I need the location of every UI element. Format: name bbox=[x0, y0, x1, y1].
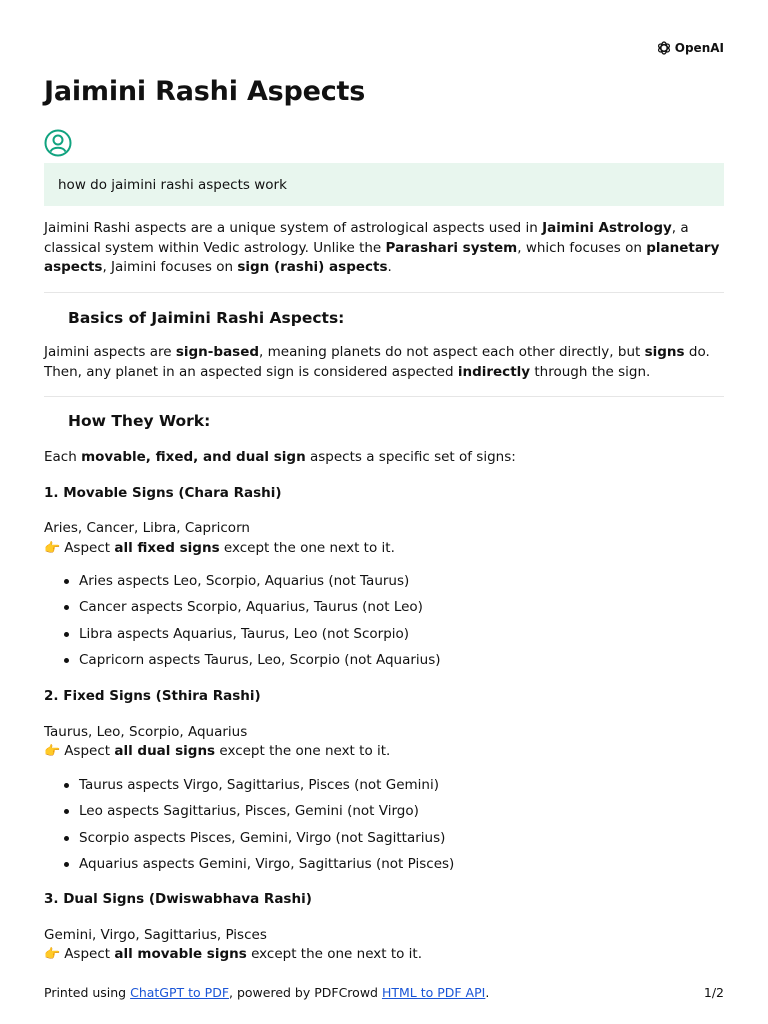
list-item: Leo aspects Sagittarius, Pisces, Gemini (not Virgo) bbox=[44, 802, 454, 828]
pointing-hand-icon: 👉 bbox=[44, 744, 61, 759]
basics-text-1: Jaimini aspects are bbox=[44, 344, 176, 360]
page-title: Jaimini Rashi Aspects bbox=[44, 76, 366, 107]
how-heading: How They Work: bbox=[68, 412, 211, 430]
intro-text-5: . bbox=[387, 259, 392, 275]
footer-text-prefix: Printed using bbox=[44, 985, 131, 1000]
intro-text-3: , which focuses on bbox=[517, 239, 647, 256]
movable-signs-label: 1. Movable Signs (Chara Rashi) bbox=[44, 485, 282, 501]
list-item: Libra aspects Aquarius, Taurus, Leo (not Scorpio) bbox=[44, 625, 441, 651]
list-item: Taurus aspects Virgo, Sagittarius, Pisces (not Gemini) bbox=[44, 776, 454, 802]
list-item: Capricorn aspects Taurus, Leo, Scorpio (not Aquarius) bbox=[44, 651, 441, 677]
rule-text-post: except the one next to it. bbox=[246, 946, 423, 962]
html-to-pdf-api-link[interactable]: HTML to PDF API bbox=[381, 985, 486, 1000]
section-divider bbox=[44, 396, 724, 397]
intro-paragraph bbox=[44, 219, 724, 278]
intro-text-2: , a classical system within Vedic astrology. Unlike the bbox=[44, 220, 689, 256]
basics-paragraph bbox=[44, 343, 724, 382]
pointing-hand-icon: 👉 bbox=[44, 541, 61, 556]
fixed-aspect-rule bbox=[44, 743, 390, 759]
brand-name: OpenAI bbox=[674, 41, 724, 55]
rule-text-pre: Aspect bbox=[64, 540, 115, 556]
footer-credit bbox=[44, 985, 489, 1000]
intro-bold-2: Parashari system bbox=[385, 239, 518, 256]
how-paragraph bbox=[44, 448, 724, 468]
dual-signs-label: 3. Dual Signs (Dwiswabhava Rashi) bbox=[44, 891, 312, 907]
page-number: 1/2 bbox=[703, 985, 724, 1000]
dual-aspect-rule bbox=[44, 946, 422, 962]
movable-signs-list: Aries, Cancer, Libra, Capricorn bbox=[44, 520, 250, 536]
footer-text-middle: , powered by PDFCrowd bbox=[229, 985, 382, 1000]
intro-bold-1: Jaimini Astrology bbox=[542, 220, 672, 236]
rule-text-pre: Aspect bbox=[64, 743, 115, 759]
basics-bold-3: indirectly bbox=[457, 363, 531, 380]
list-item: Scorpio aspects Pisces, Gemini, Virgo (not Sagittarius) bbox=[44, 829, 454, 855]
rule-text-bold: all movable signs bbox=[114, 946, 247, 962]
user-avatar-icon bbox=[44, 129, 72, 157]
user-prompt bbox=[44, 163, 724, 206]
basics-bold-2: signs bbox=[644, 344, 685, 360]
list-item: Aquarius aspects Gemini, Virgo, Sagittarius (not Pisces) bbox=[44, 855, 454, 881]
chatgpt-to-pdf-link[interactable]: ChatGPT to PDF bbox=[130, 985, 230, 1000]
intro-text-1: Jaimini Rashi aspects are a unique system of astrological aspects used in bbox=[44, 220, 543, 236]
basics-text-4: through the sign. bbox=[530, 363, 651, 380]
movable-aspect-rule bbox=[44, 540, 395, 556]
list-item: Cancer aspects Scorpio, Aquarius, Taurus (not Leo) bbox=[44, 598, 441, 624]
openai-icon bbox=[656, 40, 672, 56]
rule-text-pre: Aspect bbox=[64, 946, 115, 962]
openai-logo bbox=[656, 40, 724, 56]
basics-text-2: , meaning planets do not aspect each other directly, but bbox=[259, 344, 645, 360]
rule-text-bold: all fixed signs bbox=[114, 540, 220, 556]
list-item: Aries aspects Leo, Scorpio, Aquarius (not Taurus) bbox=[44, 572, 441, 598]
how-bold-1: movable, fixed, and dual sign bbox=[81, 449, 306, 465]
basics-text-3: do. Then, any planet in an aspected sign is considered aspected bbox=[44, 344, 710, 380]
pointing-hand-icon: 👉 bbox=[44, 947, 61, 962]
how-text-1: Each bbox=[44, 449, 82, 465]
rule-text-post: except the one next to it. bbox=[215, 743, 391, 759]
movable-aspect-list bbox=[44, 572, 441, 677]
footer-text-suffix: . bbox=[485, 985, 490, 1000]
fixed-signs-list: Taurus, Leo, Scorpio, Aquarius bbox=[44, 724, 248, 740]
page-footer bbox=[44, 985, 724, 1000]
section-divider bbox=[44, 292, 724, 293]
basics-heading: Basics of Jaimini Rashi Aspects: bbox=[68, 309, 345, 327]
intro-text-4: , Jaimini focuses on bbox=[102, 259, 238, 275]
basics-bold-1: sign-based bbox=[175, 344, 260, 360]
how-text-2: aspects a specific set of signs: bbox=[305, 449, 516, 465]
fixed-signs-label: 2. Fixed Signs (Sthira Rashi) bbox=[44, 688, 261, 704]
rule-text-bold: all dual signs bbox=[114, 743, 216, 759]
intro-bold-4: sign (rashi) aspects bbox=[237, 259, 388, 275]
rule-text-post: except the one next to it. bbox=[219, 540, 395, 556]
dual-signs-list: Gemini, Virgo, Sagittarius, Pisces bbox=[44, 927, 267, 943]
fixed-aspect-list bbox=[44, 776, 454, 881]
prompt-text: how do jaimini rashi aspects work bbox=[58, 176, 287, 193]
intro-bold-3: planetary aspects bbox=[44, 239, 720, 275]
